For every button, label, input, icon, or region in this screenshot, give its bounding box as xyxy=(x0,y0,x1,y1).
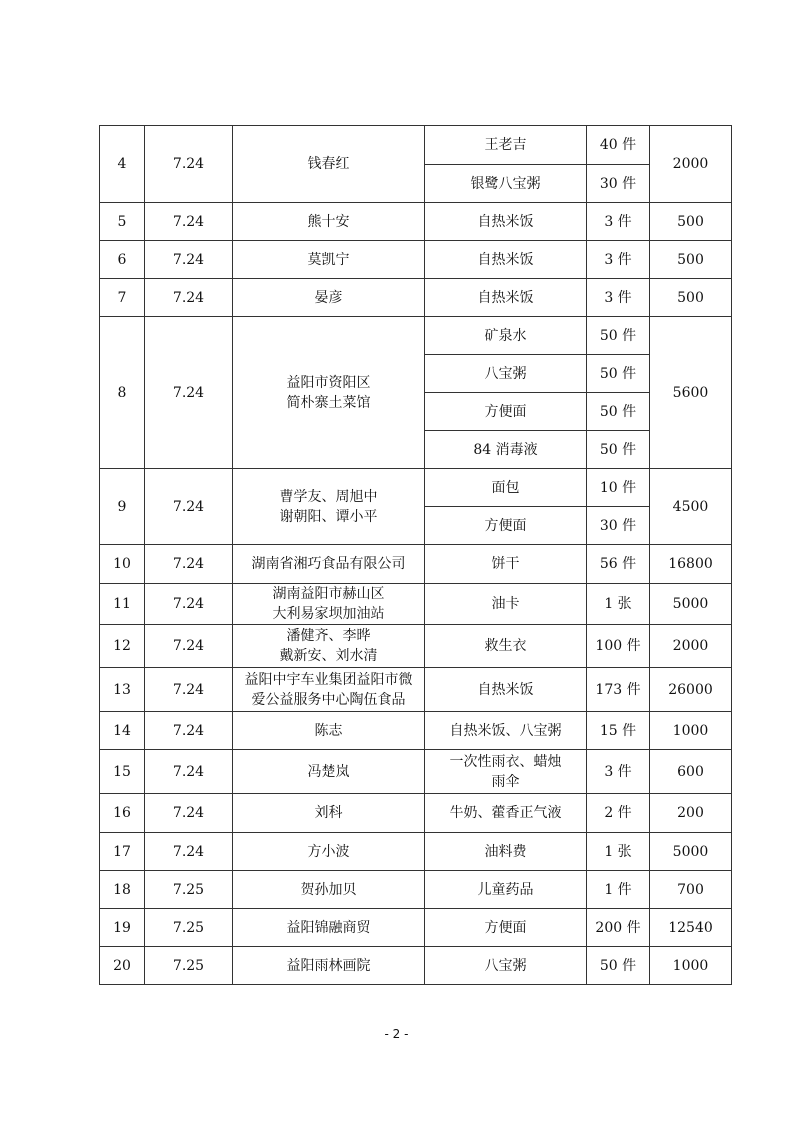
table-row xyxy=(100,545,732,584)
cell-date: 7.24 xyxy=(145,469,233,545)
cell-item: 八宝粥 xyxy=(425,947,587,985)
cell-date: 7.24 xyxy=(145,712,233,750)
donor-line: 陈志 xyxy=(314,722,343,739)
cell-amount: 500 xyxy=(650,279,732,317)
cell-date: 7.24 xyxy=(145,126,233,203)
cell-date: 7.24 xyxy=(145,794,233,833)
cell-quantity: 30 件 xyxy=(587,507,650,545)
cell-amount: 2000 xyxy=(650,126,732,203)
cell-item: 王老吉 xyxy=(425,126,587,165)
cell-quantity: 50 件 xyxy=(587,947,650,985)
donor-line: 熊十安 xyxy=(307,213,350,230)
cell-quantity: 30 件 xyxy=(587,165,650,203)
donor-line: 简朴寨土菜馆 xyxy=(286,394,371,411)
table-row xyxy=(100,203,732,241)
cell-date: 7.24 xyxy=(145,833,233,871)
cell-number: 20 xyxy=(100,947,145,985)
cell-donor xyxy=(233,625,425,668)
cell-item: 油料费 xyxy=(425,833,587,871)
cell-quantity: 1 件 xyxy=(587,871,650,909)
table-body xyxy=(100,126,732,985)
cell-quantity: 3 件 xyxy=(587,750,650,794)
donor-line: 益阳雨林画院 xyxy=(286,957,371,974)
donor-line: 益阳中宇车业集团益阳市微 xyxy=(244,671,413,688)
cell-item: 自热米饭 xyxy=(425,203,587,241)
donor-line: 莫凯宁 xyxy=(307,251,350,268)
cell-number: 10 xyxy=(100,545,145,584)
cell-date: 7.24 xyxy=(145,203,233,241)
cell-donor xyxy=(233,126,425,203)
cell-quantity: 2 件 xyxy=(587,794,650,833)
cell-number: 5 xyxy=(100,203,145,241)
cell-number: 7 xyxy=(100,279,145,317)
donor-line: 戴新安、刘水清 xyxy=(279,648,378,664)
donor-line: 湖南省湘巧食品有限公司 xyxy=(251,556,406,572)
table-row xyxy=(100,317,732,355)
cell-amount: 12540 xyxy=(650,909,732,947)
cell-number: 9 xyxy=(100,469,145,545)
table-row xyxy=(100,909,732,947)
cell-number: 11 xyxy=(100,584,145,625)
donor-line: 爱公益服务中心陶伍食品 xyxy=(251,691,406,708)
cell-number: 19 xyxy=(100,909,145,947)
cell-date: 7.24 xyxy=(145,584,233,625)
cell-item: 84 消毒液 xyxy=(425,431,587,469)
table-row xyxy=(100,871,732,909)
table-row xyxy=(100,947,732,985)
cell-item: 自热米饭 xyxy=(425,279,587,317)
cell-quantity: 200 件 xyxy=(587,909,650,947)
cell-donor xyxy=(233,584,425,625)
cell-item: 儿童药品 xyxy=(425,871,587,909)
cell-date: 7.25 xyxy=(145,871,233,909)
table-row xyxy=(100,712,732,750)
cell-quantity: 3 件 xyxy=(587,203,650,241)
donor-line: 潘健齐、李晔 xyxy=(286,628,371,644)
donor-line: 大利易家坝加油站 xyxy=(272,606,385,622)
cell-amount: 5000 xyxy=(650,833,732,871)
cell-item: 饼干 xyxy=(425,545,587,584)
cell-number: 6 xyxy=(100,241,145,279)
table-row xyxy=(100,469,732,507)
cell-date: 7.24 xyxy=(145,625,233,668)
table-row xyxy=(100,584,732,625)
cell-amount: 5600 xyxy=(650,317,732,469)
cell-donor xyxy=(233,317,425,469)
cell-date: 7.25 xyxy=(145,947,233,985)
donation-table xyxy=(99,125,732,985)
cell-quantity: 50 件 xyxy=(587,355,650,393)
cell-quantity: 56 件 xyxy=(587,545,650,584)
cell-item: 一次性雨衣、蜡烛 雨伞 xyxy=(425,750,587,794)
cell-quantity: 1 张 xyxy=(587,584,650,625)
cell-date: 7.24 xyxy=(145,317,233,469)
cell-donor xyxy=(233,794,425,833)
cell-quantity: 50 件 xyxy=(587,317,650,355)
cell-amount: 2000 xyxy=(650,625,732,668)
cell-number: 4 xyxy=(100,126,145,203)
table-row xyxy=(100,794,732,833)
cell-number: 13 xyxy=(100,668,145,712)
cell-donor xyxy=(233,241,425,279)
cell-date: 7.24 xyxy=(145,545,233,584)
cell-donor xyxy=(233,712,425,750)
donor-line: 湖南益阳市赫山区 xyxy=(272,586,385,602)
cell-item: 自热米饭 xyxy=(425,668,587,712)
cell-quantity: 40 件 xyxy=(587,126,650,165)
cell-amount: 700 xyxy=(650,871,732,909)
cell-date: 7.24 xyxy=(145,668,233,712)
donor-line: 方小波 xyxy=(307,843,350,860)
cell-date: 7.24 xyxy=(145,241,233,279)
cell-amount: 26000 xyxy=(650,668,732,712)
table-row xyxy=(100,241,732,279)
donor-line: 曹学友、周旭中 xyxy=(279,488,378,505)
cell-quantity: 100 件 xyxy=(587,625,650,668)
cell-date: 7.24 xyxy=(145,750,233,794)
cell-item: 矿泉水 xyxy=(425,317,587,355)
cell-item: 牛奶、藿香正气液 xyxy=(425,794,587,833)
cell-item: 油卡 xyxy=(425,584,587,625)
cell-donor xyxy=(233,279,425,317)
cell-donor xyxy=(233,668,425,712)
donor-line: 冯楚岚 xyxy=(307,763,350,780)
cell-quantity: 3 件 xyxy=(587,241,650,279)
cell-donor xyxy=(233,750,425,794)
cell-quantity: 10 件 xyxy=(587,469,650,507)
donor-line: 钱春红 xyxy=(307,156,350,172)
cell-item: 方便面 xyxy=(425,393,587,431)
cell-quantity: 3 件 xyxy=(587,279,650,317)
cell-quantity: 15 件 xyxy=(587,712,650,750)
cell-number: 16 xyxy=(100,794,145,833)
cell-quantity: 50 件 xyxy=(587,431,650,469)
table-row xyxy=(100,833,732,871)
cell-amount: 16800 xyxy=(650,545,732,584)
cell-item: 八宝粥 xyxy=(425,355,587,393)
donor-line: 谢朝阳、谭小平 xyxy=(279,508,378,525)
donor-line: 贺孙加贝 xyxy=(300,881,357,898)
cell-number: 15 xyxy=(100,750,145,794)
cell-number: 17 xyxy=(100,833,145,871)
cell-amount: 600 xyxy=(650,750,732,794)
cell-number: 12 xyxy=(100,625,145,668)
donor-line: 晏彦 xyxy=(314,289,343,306)
cell-donor xyxy=(233,947,425,985)
cell-item: 方便面 xyxy=(425,909,587,947)
donor-line: 益阳市资阳区 xyxy=(286,374,371,391)
cell-amount: 200 xyxy=(650,794,732,833)
donor-line: 刘科 xyxy=(314,805,343,821)
cell-number: 18 xyxy=(100,871,145,909)
cell-donor xyxy=(233,469,425,545)
table-row xyxy=(100,750,732,794)
cell-quantity: 50 件 xyxy=(587,393,650,431)
cell-item: 救生衣 xyxy=(425,625,587,668)
page-number: - 2 - xyxy=(384,1027,409,1041)
cell-amount: 4500 xyxy=(650,469,732,545)
cell-donor xyxy=(233,203,425,241)
cell-number: 8 xyxy=(100,317,145,469)
cell-quantity: 173 件 xyxy=(587,668,650,712)
table-row xyxy=(100,625,732,668)
cell-amount: 500 xyxy=(650,241,732,279)
cell-item: 方便面 xyxy=(425,507,587,545)
cell-donor xyxy=(233,871,425,909)
cell-donor xyxy=(233,833,425,871)
cell-donor xyxy=(233,545,425,584)
cell-amount: 1000 xyxy=(650,947,732,985)
cell-amount: 1000 xyxy=(650,712,732,750)
cell-item: 面包 xyxy=(425,469,587,507)
table-row xyxy=(100,126,732,165)
cell-donor xyxy=(233,909,425,947)
cell-number: 14 xyxy=(100,712,145,750)
table-row xyxy=(100,279,732,317)
cell-date: 7.25 xyxy=(145,909,233,947)
table-row xyxy=(100,668,732,712)
cell-item: 自热米饭 xyxy=(425,241,587,279)
cell-amount: 5000 xyxy=(650,584,732,625)
cell-amount: 500 xyxy=(650,203,732,241)
cell-item: 自热米饭、八宝粥 xyxy=(425,712,587,750)
cell-date: 7.24 xyxy=(145,279,233,317)
donor-line: 益阳锦融商贸 xyxy=(286,919,371,936)
cell-quantity: 1 张 xyxy=(587,833,650,871)
cell-item: 银鹭八宝粥 xyxy=(425,165,587,203)
